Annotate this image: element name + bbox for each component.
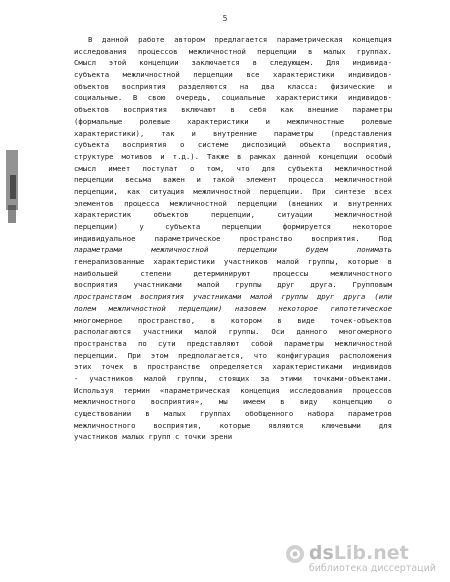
text-line: (формальные ролевые характеристики и межличностные ролевые <box>74 116 392 126</box>
text-line-italic <box>74 244 392 256</box>
text-line: перцепции весьма важен и такой элемент процесса межличностной <box>74 175 392 185</box>
text-line: объектов восприятия разделяются на два класса: физические и <box>74 81 392 91</box>
text-line: перцепции. При этом предполагается, что конфигурация расположения <box>74 350 392 360</box>
italic-text: полем межличностной перцепции) назовем некоторое гипотетическое <box>74 303 392 313</box>
text-line: элементов процесса межличностной перцепции (внешних и внутренних <box>74 198 392 208</box>
text-line: этих точек в пространстве определяется характеристиками индивидов <box>74 362 392 372</box>
text-line: В данной работе автором предлагается параметрическая концепция <box>88 35 392 44</box>
watermark-subtitle: библиотека диссертаций <box>308 563 436 574</box>
text-line: существовании в малых группах обобщенного набора параметров <box>74 409 392 418</box>
text-line: Используя термин «параметрическая концепция исследования процессов <box>74 385 392 395</box>
text-line: характеристик объектов перцепции, ситуации межличностной <box>74 210 392 220</box>
text-line: объектов восприятия включают в себя как внешние параметры <box>74 105 392 115</box>
italic-text: пространством восприятия участниками малой группы друг друга (или <box>74 292 392 302</box>
text-line: характеристики), так и внутренние параметры (представления <box>74 128 392 138</box>
text-line: - участников малой группы, стоящих за этими точками-объектами. <box>74 373 392 383</box>
scan-margin-mark <box>10 175 16 199</box>
text-line: социальные. В свою очередь, социальные характеристики индивидов- <box>74 93 392 103</box>
text-line: исследования процессов межличностной перцепции в малых группах. <box>74 46 392 56</box>
text-line: субъекта восприятия о системе диспозиций объекта восприятия, <box>74 140 392 150</box>
page-number: 5 <box>222 14 228 23</box>
text-line: субъекта межличностной перцепции все характеристики индивидов- <box>74 70 392 80</box>
text-line: межличностного восприятия», мы имеем в виду концепцию о <box>74 397 392 407</box>
dslib-watermark <box>309 543 436 574</box>
text-line: генерализованные характеристики участников малой группы, которые в <box>74 257 392 267</box>
dslib-logo-icon <box>285 544 305 564</box>
text-line: смысл имеет постулат о том, что для субъекта межличностной <box>74 163 392 173</box>
scan-margin-mark <box>8 205 16 223</box>
text-line: перцепции) у субъекта перцепции формируется некоторое <box>74 222 392 231</box>
text-line: перцепции, как ситуация межличностной перцепции. При синтезе всех <box>74 186 392 196</box>
text-line-italic <box>74 291 392 303</box>
watermark-brand <box>309 543 436 563</box>
body-text <box>74 34 392 443</box>
text-line: Смысл этой концепции заключается в следующем. Для индивида- <box>74 58 392 68</box>
text-line: межличностного восприятия, которые являются ключевыми для <box>74 420 392 430</box>
text-line: участников малых групп с точки зрени <box>74 432 233 442</box>
text-line: структуре мотивов и т.д.). Также в рамках данной концепции особый <box>74 151 392 161</box>
italic-text: параметрами межличностной перцепции будем понимать <box>74 245 392 255</box>
text-line: индивидуальное параметрическое пространство восприятия. Под <box>74 233 392 243</box>
text-line: пространства по сути представляют собой параметры межличностной <box>74 338 392 348</box>
watermark-brand-ds: ds <box>308 542 334 564</box>
watermark-brand-rest: Lib.net <box>333 542 409 564</box>
text-line-italic <box>74 303 392 315</box>
text-line: наибольшей степени детерминируют процессы межличностного <box>74 268 392 278</box>
text-line: многомерное пространство, в котором в виде точек-объектов <box>74 315 392 325</box>
text-line: располагаются участники малой группы. Оси данного многомерного <box>74 327 392 337</box>
text-line: восприятия участниками малой группы друг друга. Групповым <box>74 280 392 290</box>
